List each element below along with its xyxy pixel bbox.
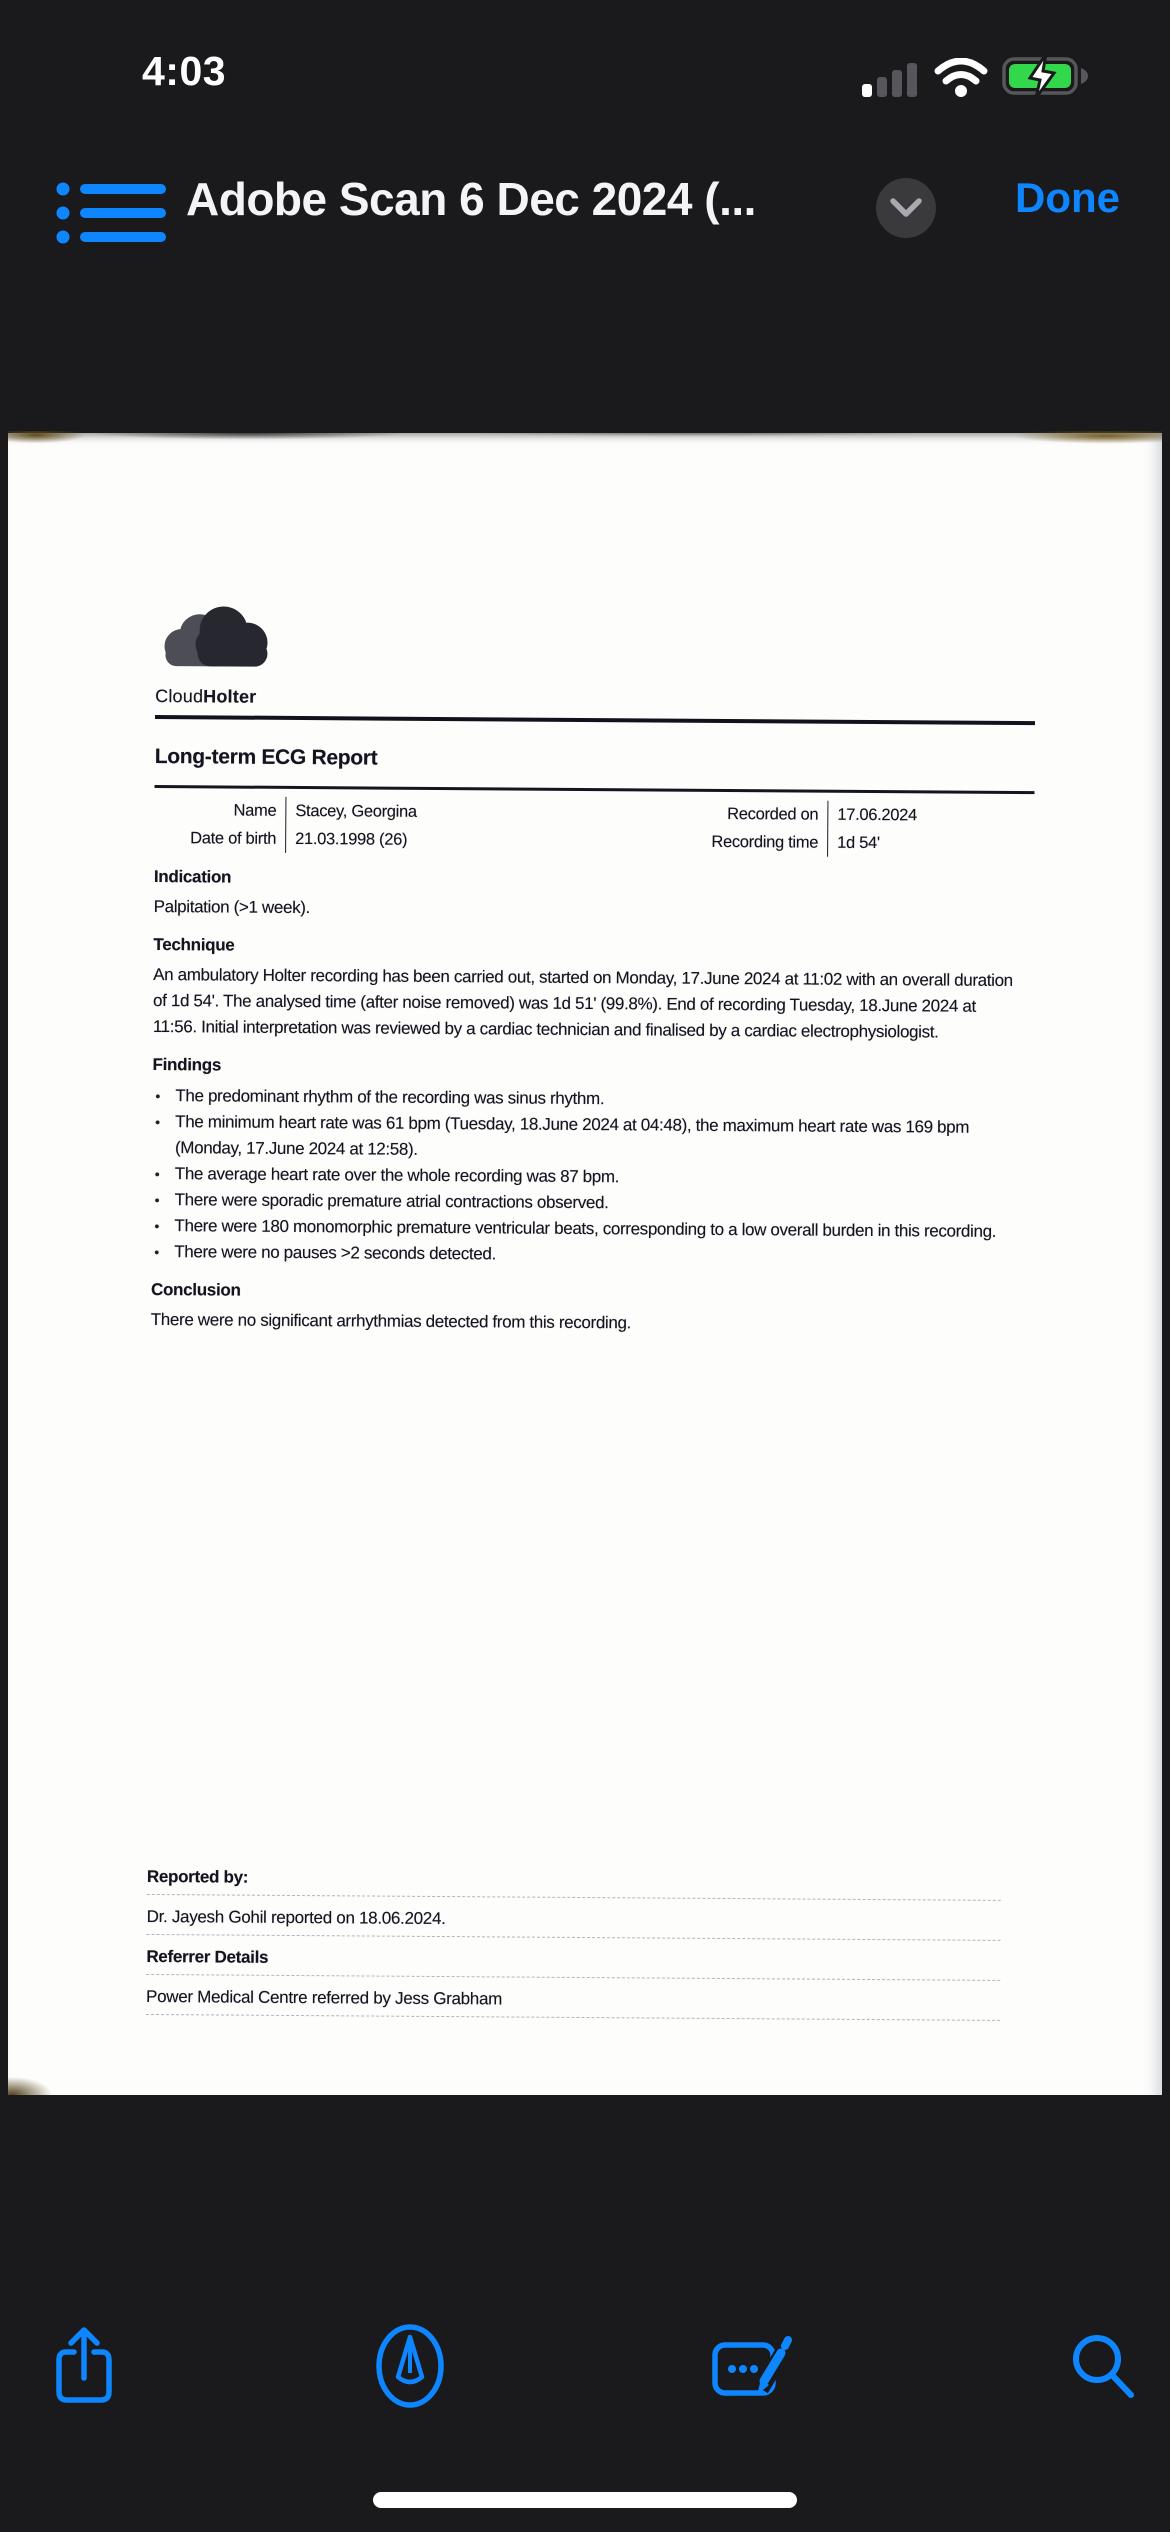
cellular-signal-icon bbox=[862, 58, 920, 103]
finding-item: • There were no pauses >2 seconds detected. bbox=[151, 1239, 1019, 1271]
share-icon[interactable] bbox=[36, 2318, 132, 2414]
indication-heading: Indication bbox=[153, 866, 232, 887]
nav-bar bbox=[0, 160, 1170, 256]
status-bar bbox=[0, 0, 1170, 120]
document-page[interactable] bbox=[8, 433, 1162, 2095]
finding-item: • The minimum heart rate was 61 bpm (Tuesday, 18.June 2024 at 04:48), the maximum heart rate was 169 bpm (Monday, 17.June 2024 at 12:58). bbox=[152, 1109, 1020, 1167]
technique-heading: Technique bbox=[153, 934, 235, 955]
findings-heading: Findings bbox=[152, 1054, 222, 1075]
finding-item: • The predominant rhythm of the recording was sinus rhythm. bbox=[152, 1083, 1020, 1115]
logo-text-bold: Holter bbox=[203, 686, 257, 707]
report-footer bbox=[146, 1865, 1001, 2031]
dob-value: 21.03.1998 (26) bbox=[295, 829, 408, 849]
list-bullet-icon[interactable] bbox=[56, 180, 172, 246]
report-title: Long-term ECG Report bbox=[154, 744, 378, 770]
clock-text: 4:03 bbox=[142, 48, 227, 94]
reported-by-value: Dr. Jayesh Gohil reported on 18.06.2024. bbox=[147, 1905, 1001, 1941]
recorded-on-value: 17.06.2024 bbox=[837, 805, 918, 825]
conclusion-body: There were no significant arrhythmias detected from this recording. bbox=[150, 1309, 632, 1333]
logo-text-regular: Cloud bbox=[155, 685, 204, 707]
dob-label: Date of birth bbox=[154, 824, 286, 853]
status-icons bbox=[862, 54, 1092, 103]
title-rule bbox=[155, 785, 1035, 794]
technique-body: An ambulatory Holter recording has been carried out, started on Monday, 17.June 2024 at 11:02 with an overall duration of 1d 54'. The analysed time (after noise removed) was 1d 51' (99.8%). End of recording Tuesday, 18.June 2024 at 11:56. Initial interpretation was reviewed by a cardiac technician and finalised by a cardiac electrophysiologist. bbox=[152, 964, 1013, 1042]
reported-by-heading: Reported by: bbox=[147, 1865, 1001, 1901]
recorded-on-label: Recorded on bbox=[646, 799, 828, 828]
recording-time-label: Recording time bbox=[646, 827, 828, 856]
bottom-toolbar bbox=[0, 2318, 1170, 2414]
patient-info-table bbox=[154, 796, 1022, 858]
battery-charging-icon bbox=[1002, 54, 1092, 103]
done-button[interactable]: Done bbox=[1015, 174, 1120, 221]
finding-item: • The average heart rate over the whole recording was 87 bpm. bbox=[152, 1161, 1020, 1193]
cloudholter-logo bbox=[155, 598, 356, 708]
referrer-value: Power Medical Centre referred by Jess Grabham bbox=[146, 1985, 1000, 2021]
finding-item: • There were 180 monomorphic premature ventricular beats, corresponding to a low overall burden in this recording. bbox=[151, 1213, 1019, 1245]
finding-item: • There were sporadic premature atrial contractions observed. bbox=[152, 1187, 1020, 1219]
markup-pen-icon[interactable] bbox=[362, 2318, 458, 2414]
referrer-heading: Referrer Details bbox=[146, 1945, 1000, 1981]
document-content bbox=[145, 433, 1025, 2101]
name-value: Stacey, Georgina bbox=[295, 801, 417, 821]
note-pencil-icon[interactable] bbox=[706, 2318, 802, 2414]
conclusion-heading: Conclusion bbox=[150, 1279, 241, 1300]
wifi-icon bbox=[934, 58, 988, 103]
home-indicator[interactable] bbox=[373, 2492, 797, 2508]
cloud-logo-icon bbox=[155, 598, 284, 685]
header-rule bbox=[155, 715, 1035, 725]
document-title: Adobe Scan 6 Dec 2024 (... bbox=[186, 173, 756, 225]
search-icon[interactable] bbox=[1056, 2318, 1152, 2414]
recording-time-value: 1d 54' bbox=[837, 833, 880, 853]
findings-list bbox=[151, 1083, 1020, 1271]
chevron-down-icon[interactable] bbox=[876, 178, 936, 238]
name-label: Name bbox=[154, 796, 286, 825]
indication-body: Palpitation (>1 week). bbox=[153, 896, 311, 918]
logo-text bbox=[155, 686, 355, 708]
